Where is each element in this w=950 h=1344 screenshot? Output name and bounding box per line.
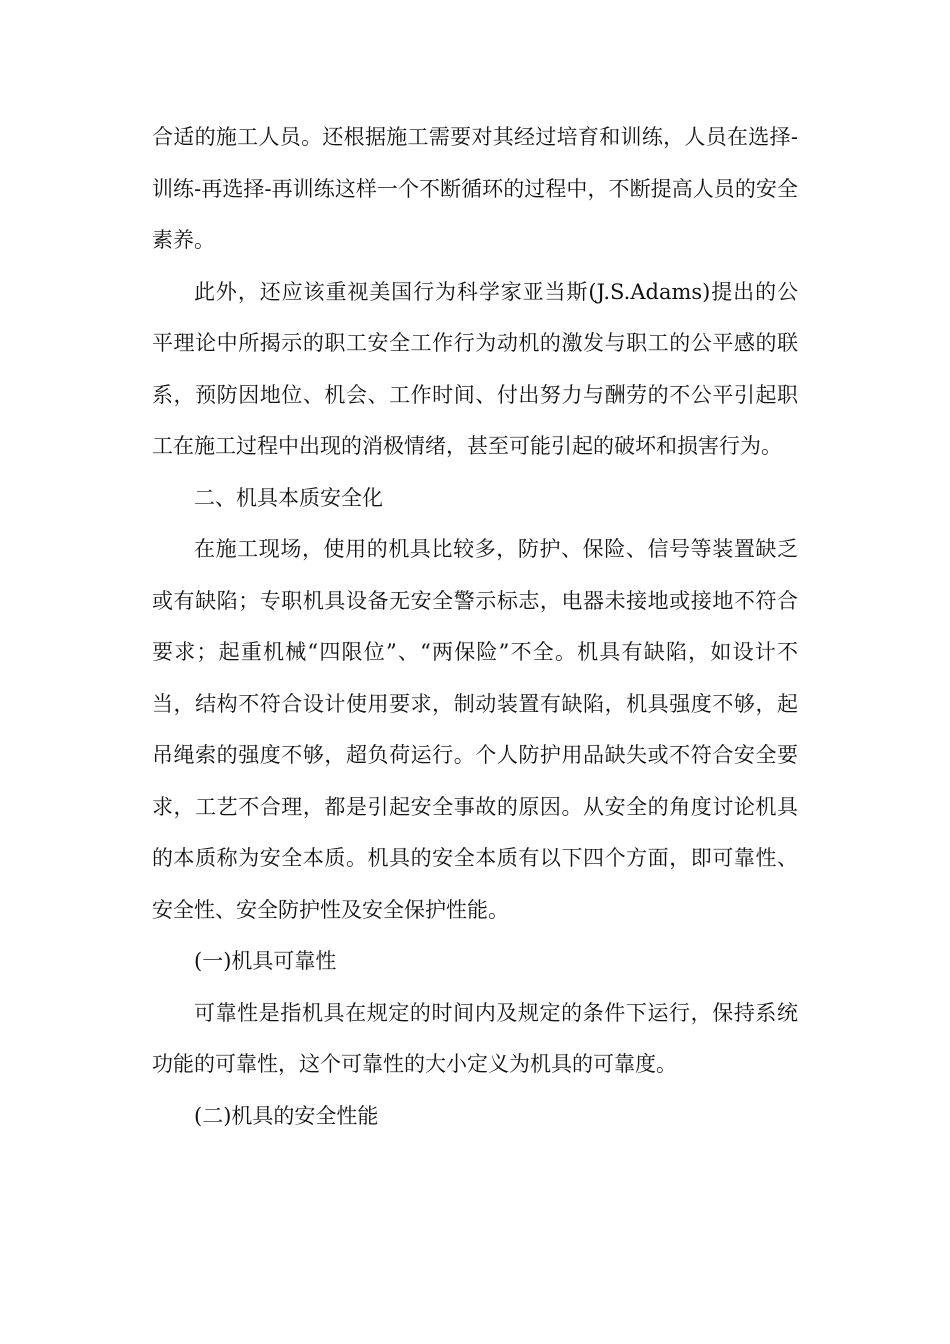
- paragraph-reliability-definition: 可靠性是指机具在规定的时间内及规定的条件下运行，保持系统功能的可靠性，这个可靠性的大小定义为机具的可靠度。: [152, 1000, 798, 1076]
- paragraph-personnel-training: 合适的施工人员。还根据施工需要对其经过培育和训练，人员在选择-训练-再选择-再训练这样一个不断循环的过程中，不断提高人员的安全素养。: [152, 125, 798, 252]
- subheading-safety-performance: (二)机具的安全性能: [194, 1103, 379, 1128]
- paragraph-equity-theory: 此外，还应该重视美国行为科学家亚当斯(J.S.Adams)提出的公平理论中所揭示的职工安全工作行为动机的激发与职工的公平感的联系，预防因地位、机会、工作时间、付出努力与酬劳的不公平引起职工在施工过程中出现的消极情绪，甚至可能引起的破坏和损害行为。: [152, 279, 798, 458]
- paragraph-machinery-defects: 在施工现场，使用的机具比较多，防护、保险、信号等装置缺乏或有缺陷；专职机具设备无安全警示标志，电器未接地或接地不符合要求；起重机械“四限位”、“两保险”不全。机具有缺陷，如设计不当，结构不符合设计使用要求，制动装置有缺陷，机具强度不够，起吊绳索的强度不够，超负荷运行。个人防护用品缺失或不符合安全要求，工艺不合理，都是引起安全事故的原因。从安全的角度讨论机具的本质称为安全本质。机具的安全本质有以下四个方面，即可靠性、安全性、安全防护性及安全保护性能。: [152, 537, 798, 922]
- subheading-reliability: (一)机具可靠性: [194, 949, 337, 973]
- section-heading-machinery-safety: 二、机具本质安全化: [194, 485, 383, 510]
- document-body: [152, 112, 798, 1142]
